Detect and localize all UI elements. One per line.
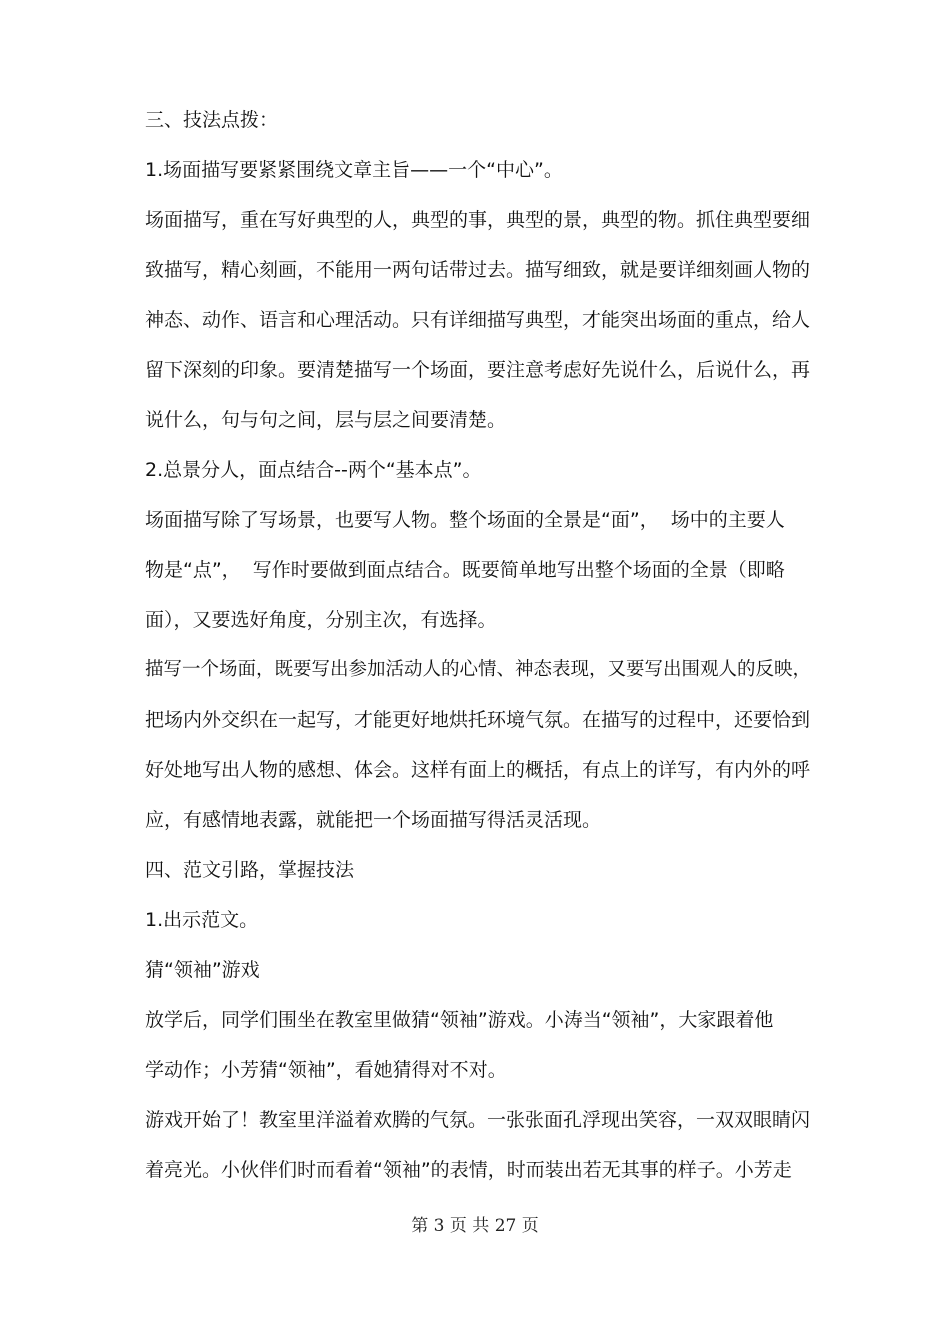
- paragraph-line: 物是“点”， 写作时要做到面点结合。既要简单地写出整个场面的全景（即略: [145, 559, 785, 581]
- paragraph-line: 场面描写，重在写好典型的人，典型的事，典型的景，典型的物。抓住典型要细: [145, 209, 811, 231]
- document-body: [145, 95, 817, 1195]
- section-heading-3: 三、技法点拨：: [145, 109, 279, 131]
- section-heading-4: 四、范文引路，掌握技法: [145, 859, 355, 881]
- subheading-1: 1.出示范文。: [145, 909, 259, 931]
- paragraph-line: 面），又要选好角度，分别主次，有选择。: [145, 609, 497, 631]
- paragraph-line: 留下深刻的印象。要清楚描写一个场面，要注意考虑好先说什么，后说什么，再: [145, 359, 811, 381]
- paragraph-line: 学动作；小芳猜“领袖”，看她猜得对不对。: [145, 1059, 507, 1081]
- subheading-2: 2.总景分人，面点结合--两个“基本点”。: [145, 459, 482, 481]
- paragraph-line: 神态、动作、语言和心理活动。只有详细描写典型，才能突出场面的重点，给人: [145, 309, 811, 331]
- paragraph-line: 描写一个场面，既要写出参加活动人的心情、神态表现，又要写出围观人的反映，: [145, 659, 812, 680]
- essay-title: 猜“领袖”游戏: [145, 959, 260, 981]
- paragraph-line: 说什么，句与句之间，层与层之间要清楚。: [145, 409, 507, 431]
- page-number-footer: 第 3 页 共 27 页: [411, 1216, 539, 1236]
- paragraph-line: 好处地写出人物的感想、体会。这样有面上的概括，有点上的详写，有内外的呼: [145, 759, 811, 781]
- paragraph-line: 场面描写除了写场景，也要写人物。整个场面的全景是“面”， 场中的主要人: [145, 509, 785, 531]
- paragraph-line: 致描写，精心刻画，不能用一两句话带过去。描写细致，就是要详细刻画人物的: [145, 259, 811, 281]
- subheading-1: 1.场面描写要紧紧围绕文章主旨——一个“中心”。: [145, 159, 563, 181]
- paragraph-line: 应，有感情地表露，就能把一个场面描写得活灵活现。: [145, 809, 602, 831]
- paragraph-line: 游戏开始了！教室里洋溢着欢腾的气氛。一张张面孔浮现出笑容，一双双眼睛闪: [145, 1109, 811, 1131]
- paragraph-line: 着亮光。小伙伴们时而看着“领袖”的表情，时而装出若无其事的样子。小芳走: [145, 1159, 792, 1181]
- paragraph-line: 放学后，同学们围坐在教室里做猜“领袖”游戏。小涛当“领袖”，大家跟着他: [145, 1009, 774, 1031]
- paragraph-line: 把场内外交织在一起写，才能更好地烘托环境气氛。在描写的过程中，还要恰到: [145, 709, 811, 731]
